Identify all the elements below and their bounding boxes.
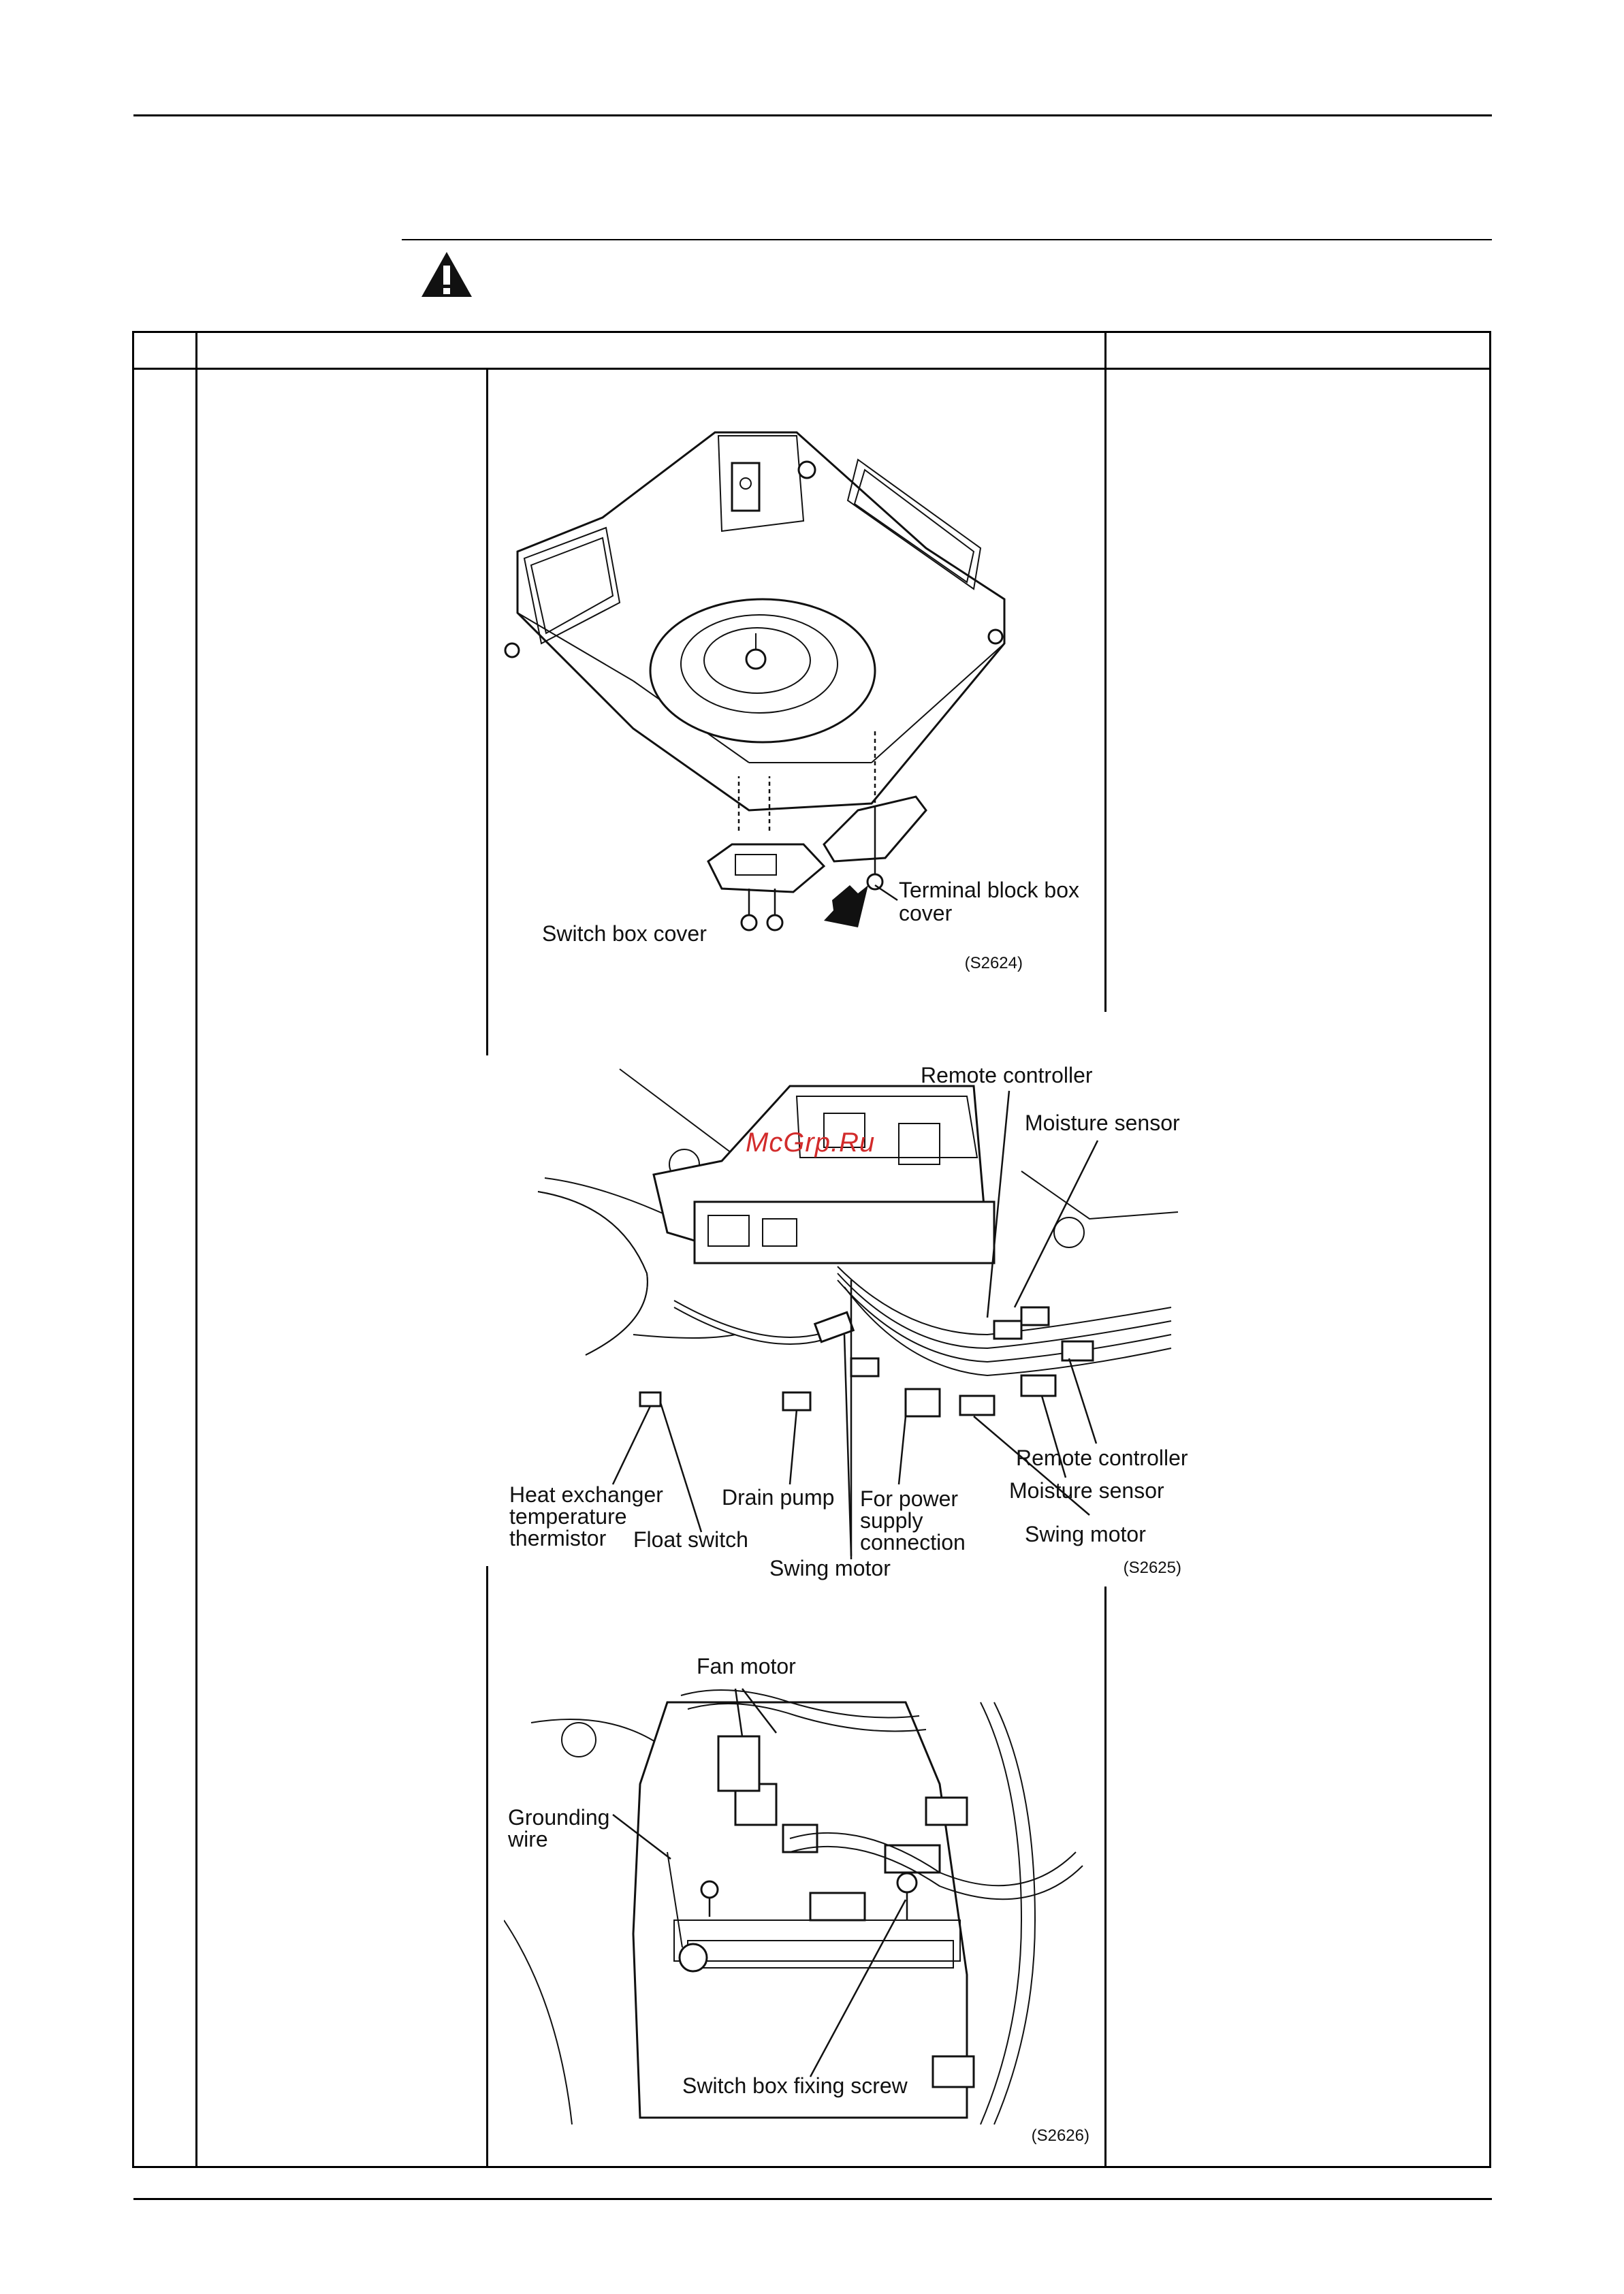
figure-s2626 (504, 1648, 1103, 2158)
figure-code: (S2626) (1031, 2126, 1089, 2145)
watermark: McGrp.Ru (746, 1128, 876, 1158)
label-grounding-wire-2: wire (508, 1827, 548, 1851)
footer-rule (133, 2198, 1492, 2200)
label-heat-exchanger-3: thermistor (509, 1526, 607, 1550)
table-header-divider (132, 368, 1491, 370)
figure-s2624 (504, 409, 1103, 994)
label-drain-pump: Drain pump (722, 1485, 835, 1510)
table-col-divider-2b (486, 1566, 488, 2168)
table-col-divider-3b (1104, 1587, 1106, 2168)
label-for-power-supply-2: supply (860, 1508, 923, 1533)
label-heat-exchanger-2: temperature (509, 1504, 627, 1529)
label-fan-motor: Fan motor (697, 1654, 796, 1678)
label-terminal-block-box-cover: Terminal block box (899, 878, 1079, 902)
label-for-power-supply: For power (860, 1486, 959, 1511)
label-switch-box-fixing-screw: Switch box fixing screw (682, 2073, 908, 2098)
screw-icon (767, 889, 782, 930)
down-arrow-icon (824, 885, 868, 927)
warning-icon (419, 249, 474, 300)
label-for-power-supply-3: connection (860, 1530, 966, 1555)
label-float-switch: Float switch (633, 1527, 748, 1552)
screw-icon (742, 889, 757, 930)
label-heat-exchanger: Heat exchanger (509, 1482, 663, 1507)
warning-rule (402, 239, 1492, 240)
table-col-divider-1 (195, 331, 197, 2168)
table-col-divider-2 (486, 368, 488, 1055)
label-moisture-sensor-top: Moisture sensor (1025, 1111, 1180, 1135)
figure-code: (S2624) (964, 954, 1023, 972)
label-remote-controller-top: Remote controller (921, 1063, 1093, 1087)
label-remote-controller-right: Remote controller (1016, 1446, 1188, 1470)
label-switch-box-cover: Switch box cover (542, 921, 707, 946)
header-rule (133, 114, 1492, 116)
figure-code: (S2625) (1123, 1559, 1181, 1577)
label-swing-motor-right: Swing motor (1025, 1522, 1146, 1546)
label-moisture-sensor-right: Moisture sensor (1009, 1478, 1164, 1503)
label-swing-motor-bottom: Swing motor (769, 1556, 891, 1580)
label-grounding-wire: Grounding (508, 1805, 610, 1830)
table-col-divider-3 (1104, 331, 1106, 1012)
label-terminal-block-box-cover-2: cover (899, 901, 953, 925)
